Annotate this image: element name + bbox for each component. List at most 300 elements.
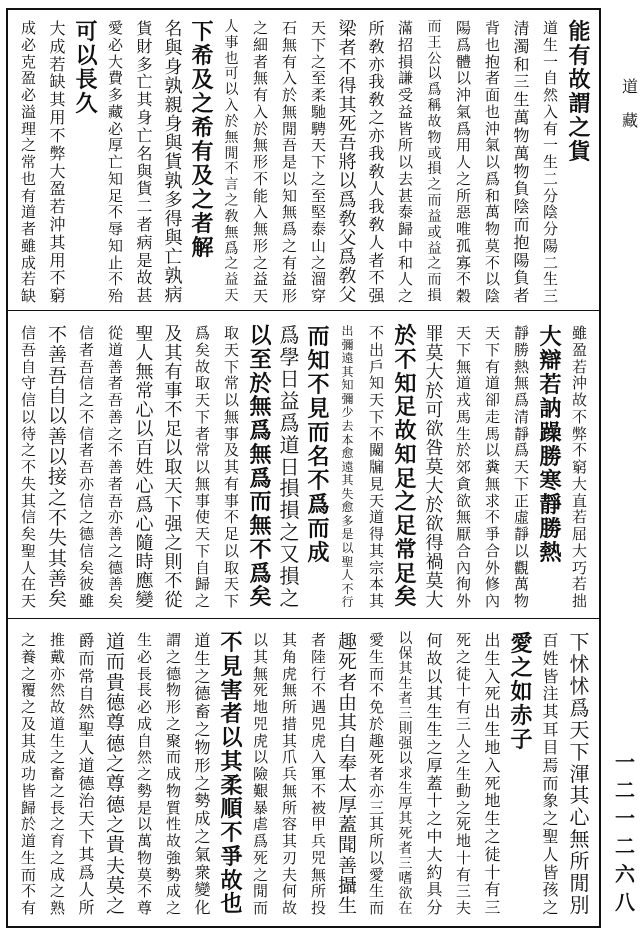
glyph: 以: [426, 666, 443, 686]
glyph: 角: [281, 647, 297, 666]
glyph: 亦: [49, 664, 65, 683]
glyph: 不: [107, 441, 123, 460]
glyph: 成: [49, 36, 66, 56]
glyph: 者: [368, 765, 384, 783]
glyph: 自: [337, 732, 357, 755]
glyph: 爲: [252, 832, 268, 850]
glyph: 亦: [368, 54, 385, 74]
glyph: 不: [164, 400, 183, 421]
text-column: [277, 632, 303, 917]
glyph: 使: [194, 508, 210, 527]
glyph: 趣: [368, 731, 384, 750]
glyph: 和: [513, 54, 530, 74]
glyph: 之: [397, 287, 413, 305]
glyph: 吾: [20, 340, 36, 359]
glyph: 長: [136, 681, 152, 700]
glyph: 之: [484, 826, 501, 846]
glyph: 信: [20, 508, 36, 527]
text-column: [45, 20, 71, 305]
glyph: 以: [455, 69, 471, 88]
glyph: 去: [341, 418, 354, 433]
glyph: 物: [513, 161, 530, 181]
glyph: 善: [107, 525, 123, 543]
glyph: 無: [310, 865, 326, 884]
glyph: 父: [338, 285, 357, 306]
glyph: 少: [341, 405, 354, 420]
glyph: 不: [49, 125, 66, 145]
glyph: 虎: [310, 731, 326, 750]
glyph: 生: [513, 90, 530, 110]
glyph: 無: [194, 474, 210, 493]
glyph: 負: [513, 179, 530, 199]
glyph: 下: [484, 340, 500, 359]
glyph: 莫: [136, 865, 152, 884]
text-column: [335, 20, 361, 305]
glyph: 自: [20, 357, 36, 376]
glyph: 有: [20, 899, 36, 917]
glyph: 蓋: [426, 773, 443, 793]
glyph: 招: [397, 35, 413, 54]
glyph: 下: [513, 474, 529, 493]
glyph: 負: [513, 268, 530, 288]
glyph: 人: [20, 558, 36, 577]
glyph: 孤: [455, 236, 471, 255]
glyph: 厚: [337, 793, 357, 816]
glyph: 奉: [337, 753, 357, 776]
glyph: 入: [252, 203, 268, 222]
text-column: [335, 325, 361, 610]
glyph: 有: [252, 86, 268, 104]
text-column: [74, 20, 100, 116]
glyph: 滿: [397, 19, 413, 37]
glyph: 知: [341, 378, 354, 393]
glyph: 身: [164, 114, 183, 135]
glyph: 無: [455, 357, 471, 376]
glyph: 其: [223, 458, 239, 476]
glyph: 之: [194, 720, 211, 740]
glyph: 之: [105, 814, 125, 837]
glyph: 大: [49, 161, 66, 181]
glyph: 不: [368, 268, 385, 288]
glyph: 無: [455, 508, 471, 527]
glyph: 以: [281, 169, 297, 188]
glyph: 窮: [571, 458, 587, 476]
glyph: 山: [310, 236, 326, 255]
glyph: 敎: [338, 266, 357, 287]
glyph: 無: [252, 69, 268, 88]
glyph: 彌: [341, 337, 354, 352]
glyph: 之: [455, 647, 471, 666]
glyph: 其: [398, 811, 413, 827]
glyph: 貴: [105, 671, 125, 694]
glyph: 不: [368, 681, 384, 700]
glyph: 之: [394, 489, 417, 516]
glyph: 下: [164, 495, 183, 516]
glyph: 尊: [105, 773, 125, 796]
glyph: 之: [427, 256, 442, 273]
glyph: 其: [368, 592, 384, 610]
glyph: 王: [427, 34, 442, 51]
glyph: 生: [484, 809, 501, 829]
glyph: 不: [307, 372, 330, 398]
glyph: 萬: [513, 575, 529, 594]
glyph: 益: [279, 388, 300, 413]
glyph: 以: [368, 848, 384, 867]
glyph: 有: [542, 119, 558, 138]
glyph: 抱: [513, 232, 530, 252]
glyph: 善: [337, 854, 357, 877]
glyph: 者: [107, 474, 123, 493]
glyph: 天: [20, 592, 36, 610]
glyph: 事: [223, 424, 239, 443]
glyph: 不: [368, 324, 384, 342]
glyph: 聚: [165, 731, 181, 750]
glyph: 合: [455, 541, 471, 560]
glyph: 藏: [107, 102, 123, 121]
glyph: 直: [571, 491, 587, 510]
text-column: [306, 632, 332, 917]
glyph: 事: [194, 491, 210, 510]
glyph: 人: [455, 731, 471, 750]
glyph: 沖: [49, 214, 66, 234]
glyph: 親: [164, 95, 183, 116]
glyph: 長: [75, 67, 98, 93]
glyph: 以: [75, 43, 98, 69]
glyph: 而: [513, 214, 530, 234]
glyph: 不: [338, 57, 357, 78]
glyph: 無: [135, 362, 154, 383]
glyph: 善: [47, 568, 67, 591]
glyph: 爵: [78, 631, 95, 650]
glyph: 以: [427, 66, 442, 83]
glyph: 見: [220, 653, 243, 680]
glyph: 太: [337, 773, 357, 796]
glyph: 得: [164, 209, 183, 230]
glyph: 者: [107, 374, 123, 393]
glyph: 下: [223, 592, 239, 610]
glyph: 必: [136, 698, 152, 716]
glyph: 無: [484, 474, 500, 493]
glyph: 德: [78, 525, 94, 543]
glyph: 沖: [455, 86, 471, 104]
glyph: 於: [394, 323, 417, 349]
glyph: 無: [252, 664, 268, 683]
glyph: 堅: [310, 203, 326, 222]
glyph: 矣: [249, 584, 272, 611]
glyph: 之: [194, 592, 210, 610]
glyph: 必: [107, 35, 123, 54]
glyph: 不: [49, 268, 66, 288]
glyph: 若: [539, 372, 562, 398]
glyph: 自: [78, 684, 95, 704]
glyph: 被: [310, 798, 326, 817]
glyph: 吾: [78, 458, 94, 476]
glyph: 事: [223, 491, 239, 510]
glyph: 欲: [425, 419, 444, 440]
text-column: [132, 20, 158, 305]
glyph: 陰: [542, 203, 558, 222]
glyph: 者: [338, 38, 357, 59]
glyph: 所: [310, 882, 326, 901]
glyph: 其: [341, 473, 354, 488]
glyph: 爭: [220, 843, 243, 870]
glyph: 之: [194, 826, 211, 846]
glyph: 措: [281, 714, 297, 733]
glyph: 皆: [397, 119, 413, 138]
glyph: 氣: [484, 136, 500, 155]
glyph: 其: [368, 541, 384, 560]
glyph: 必: [136, 647, 152, 666]
glyph: 者: [194, 424, 210, 443]
glyph: 吾: [281, 136, 297, 155]
glyph: 雖: [571, 324, 587, 342]
glyph: 勝: [539, 516, 562, 542]
glyph: 取: [223, 324, 239, 342]
glyph: 或: [427, 145, 442, 162]
glyph: 敎: [368, 161, 385, 181]
glyph: 氣: [455, 102, 471, 121]
glyph: 學: [279, 344, 300, 369]
glyph: 暴: [252, 798, 268, 817]
glyph: 本: [368, 575, 384, 594]
text-column: [567, 20, 593, 164]
glyph: 地: [252, 698, 268, 716]
glyph: 約: [426, 862, 443, 882]
glyph: 我: [368, 143, 385, 163]
glyph: 爲: [338, 190, 357, 211]
glyph: 勢: [194, 791, 211, 811]
glyph: 生: [368, 882, 384, 901]
glyph: 其: [164, 343, 183, 364]
glyph: 失: [20, 474, 36, 493]
glyph: 不: [164, 571, 183, 592]
glyph: 待: [20, 424, 36, 443]
page-number-digit: 二: [615, 834, 635, 858]
glyph: 修: [484, 575, 500, 594]
glyph: 生: [542, 35, 558, 54]
glyph: 亡: [164, 247, 183, 268]
text-column: [248, 632, 274, 917]
glyph: 何: [426, 631, 443, 650]
glyph: 不: [310, 681, 326, 700]
glyph: 失: [47, 527, 67, 550]
glyph: 成: [165, 882, 181, 901]
text-column: [306, 325, 332, 565]
glyph: 分: [426, 898, 443, 918]
glyph: 與: [164, 133, 183, 154]
glyph: 也: [484, 35, 500, 54]
glyph: 三: [398, 856, 413, 872]
glyph: 靜: [513, 424, 529, 443]
glyph: 天: [368, 391, 384, 409]
glyph: 於: [249, 370, 272, 397]
glyph: 彼: [78, 575, 94, 594]
text-column: [161, 632, 187, 917]
glyph: 不: [107, 270, 123, 289]
glyph: 爲: [224, 240, 239, 257]
glyph: 成: [194, 809, 211, 829]
glyph: 爲: [194, 324, 210, 342]
page-number-digit: 八: [615, 890, 635, 914]
glyph: 而: [307, 324, 330, 350]
glyph: 求: [484, 491, 500, 510]
glyph: 聖: [542, 826, 559, 846]
glyph: 者: [337, 671, 357, 694]
glyph: 育: [49, 832, 65, 850]
glyph: 具: [426, 880, 443, 900]
glyph: 以: [398, 751, 413, 767]
glyph: 可: [75, 19, 98, 45]
glyph: 不: [307, 468, 330, 494]
glyph: 有: [281, 52, 297, 71]
collection-char: 道: [621, 77, 638, 96]
glyph: 所: [368, 832, 384, 850]
glyph: 足: [394, 394, 417, 421]
glyph: 之: [224, 193, 239, 210]
glyph: 亡: [107, 153, 123, 171]
glyph: 成: [165, 765, 181, 783]
glyph: 於: [368, 714, 384, 733]
glyph: 者: [484, 69, 500, 88]
glyph: 巧: [571, 558, 587, 577]
glyph: 動: [455, 781, 471, 800]
glyph: 三: [484, 898, 501, 918]
glyph: 信: [78, 324, 94, 342]
glyph: 者: [78, 441, 94, 460]
glyph: 善: [107, 407, 123, 426]
glyph: 辯: [539, 348, 562, 374]
glyph: 天: [78, 809, 95, 829]
glyph: 屈: [571, 525, 587, 543]
glyph: 生: [398, 676, 413, 692]
glyph: 而: [20, 865, 36, 884]
glyph: 其: [20, 491, 36, 510]
glyph: 兕: [310, 848, 326, 867]
glyph: 閒: [252, 882, 268, 901]
glyph: 化: [194, 898, 211, 918]
glyph: 其: [281, 631, 297, 649]
glyph: 有: [191, 139, 214, 165]
glyph: 以: [513, 541, 529, 560]
text-column: [364, 632, 390, 917]
glyph: 善: [107, 458, 123, 476]
glyph: 勝: [539, 444, 562, 470]
glyph: 生: [455, 424, 471, 443]
glyph: 有: [484, 357, 500, 376]
glyph: 天: [310, 19, 326, 37]
glyph: 虐: [252, 815, 268, 834]
glyph: 歸: [20, 798, 36, 817]
glyph: 缺: [20, 287, 36, 305]
glyph: 德: [105, 732, 125, 755]
glyph: 有: [455, 865, 471, 884]
glyph: 生: [484, 720, 501, 740]
glyph: 以: [20, 407, 36, 426]
glyph: 之: [252, 19, 268, 37]
glyph: 死: [484, 773, 501, 793]
glyph: 者: [252, 52, 268, 71]
panel-divider-2: [6, 618, 601, 619]
glyph: 於: [455, 441, 471, 460]
glyph: 弊: [571, 424, 587, 443]
glyph: 病: [164, 285, 183, 306]
glyph: 則: [164, 552, 183, 573]
glyph: 其: [49, 90, 66, 110]
glyph: 強: [165, 848, 181, 867]
glyph: 也: [220, 891, 243, 918]
glyph: 德: [105, 793, 125, 816]
glyph: 虛: [513, 508, 529, 527]
glyph: 下: [194, 407, 210, 426]
glyph: 大: [571, 474, 587, 493]
glyph: 然: [542, 86, 558, 104]
text-column: [451, 20, 477, 305]
glyph: 之: [281, 236, 297, 255]
glyph: 治: [78, 791, 95, 811]
glyph: 信: [20, 391, 36, 409]
glyph: 用: [49, 108, 66, 128]
glyph: 穀: [455, 287, 471, 305]
glyph: 心: [135, 400, 154, 421]
glyph: 而: [249, 489, 272, 516]
glyph: 泰: [397, 203, 413, 222]
glyph: 變: [135, 590, 154, 611]
glyph: 尊: [105, 712, 125, 735]
glyph: 內: [455, 558, 471, 577]
glyph: 無: [224, 224, 239, 241]
glyph: 其: [341, 364, 354, 379]
glyph: 生: [136, 631, 152, 649]
glyph: 止: [107, 253, 123, 272]
glyph: 身: [136, 108, 153, 128]
glyph: 之: [279, 520, 300, 545]
glyph: 物: [194, 737, 211, 757]
glyph: 日: [279, 454, 300, 479]
glyph: 出: [368, 340, 384, 359]
glyph: 渾: [569, 761, 590, 786]
glyph: 能: [252, 186, 268, 205]
glyph: 趣: [337, 631, 357, 653]
glyph: 多: [107, 86, 123, 104]
glyph: 求: [398, 766, 413, 782]
glyph: 之: [427, 177, 442, 194]
glyph: 順: [220, 796, 243, 823]
glyph: 之: [542, 898, 559, 918]
glyph: 病: [136, 232, 153, 252]
glyph: 陽: [513, 250, 530, 270]
glyph: 厚: [398, 796, 413, 812]
page-number-digit: 一: [615, 750, 635, 774]
glyph: 形: [252, 236, 268, 255]
glyph: 牖: [368, 458, 384, 476]
glyph: 覆: [20, 681, 36, 700]
glyph: 德: [107, 558, 123, 577]
glyph: 生: [49, 731, 65, 750]
glyph: 孰: [164, 266, 183, 287]
glyph: 其: [368, 815, 384, 834]
glyph: 德: [165, 664, 181, 683]
glyph: 亦: [368, 125, 385, 145]
glyph: 所: [78, 898, 95, 918]
glyph: 有: [568, 43, 591, 69]
glyph: 自: [47, 385, 67, 408]
glyph: 見: [368, 474, 384, 493]
text-column: [538, 20, 564, 305]
glyph: 不: [47, 324, 67, 346]
glyph: 地: [484, 737, 501, 757]
glyph: 故: [165, 832, 181, 850]
glyph: 所: [569, 849, 590, 874]
